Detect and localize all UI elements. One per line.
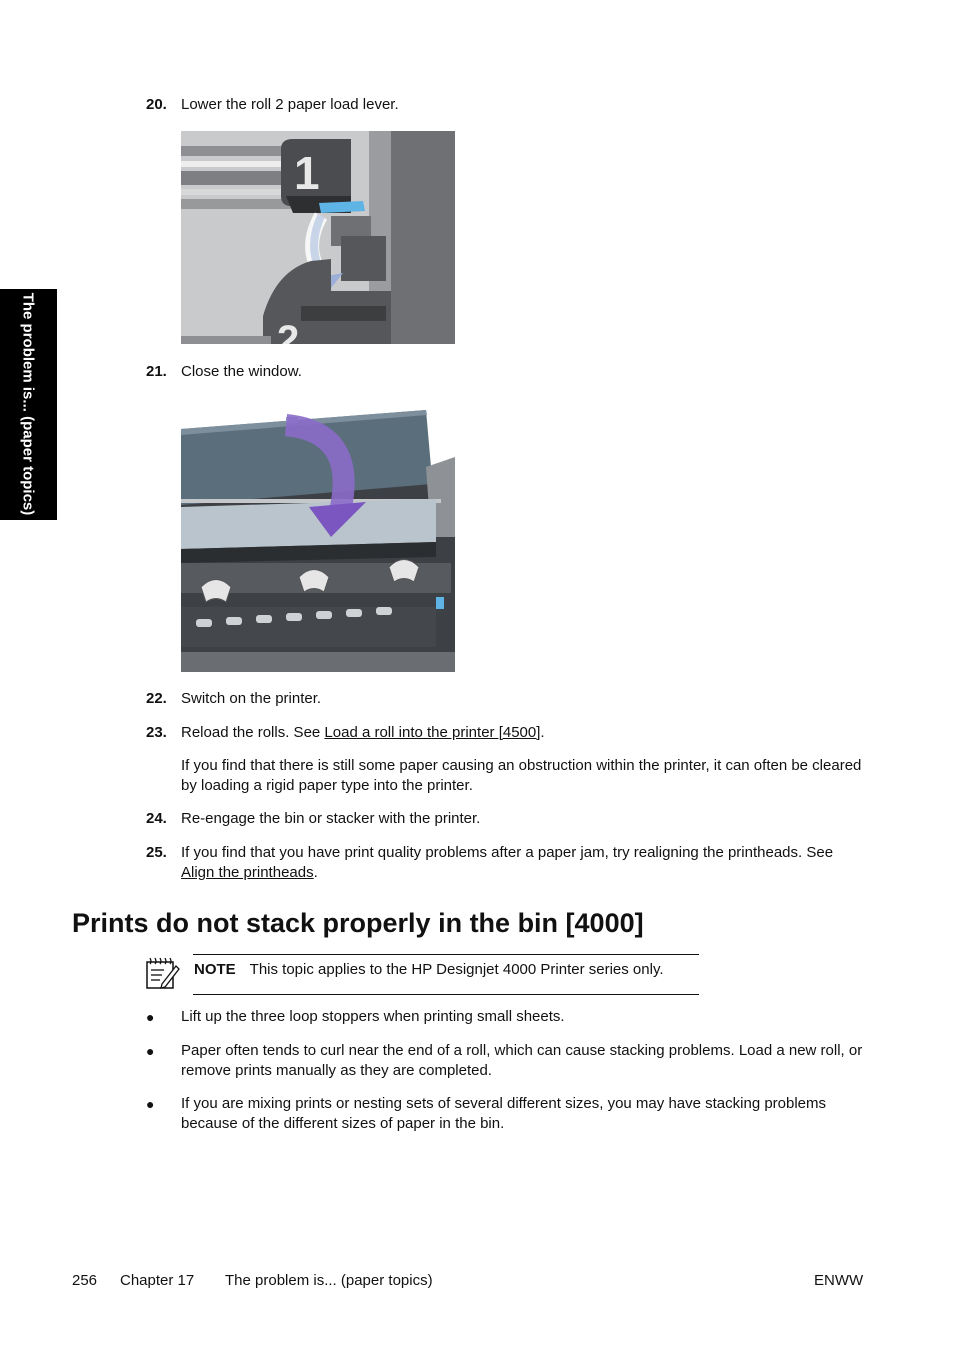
close-window-illustration (181, 407, 455, 672)
roll-number-label: 1 (294, 147, 320, 199)
side-tab-label: The problem is... (paper topics) (19, 292, 37, 516)
roll-lever-illustration (181, 131, 455, 344)
step-text-part: If you find that you have print quality problems after a paper jam, try realigning the printheads. See (181, 844, 834, 861)
side-tab (0, 289, 57, 520)
align-printheads-link[interactable]: Align the printheads (181, 864, 314, 881)
step-number: 22. (146, 690, 167, 707)
step-text (181, 723, 866, 743)
step-23-paragraph: If you find that there is still some paper causing an obstruction within the printer, it can often be cleared by loading a rigid paper type into the printer. (181, 757, 862, 794)
list-item-text: Paper often tends to curl near the end of a roll, which can cause stacking problems. Load a new roll, or remove prints manually as they are completed. (181, 1042, 863, 1079)
close-window-image (181, 407, 455, 672)
bullet-icon: ● (146, 1043, 155, 1059)
step-text: Re-engage the bin or stacker with the printer. (181, 810, 481, 827)
list-item-text: If you are mixing prints or nesting sets of several different sizes, you may have stacking problems because of the different sizes of paper in the bin. (181, 1095, 827, 1132)
bullet-icon: ● (146, 1096, 155, 1112)
roll-lever-image (181, 131, 455, 344)
step-number: 21. (146, 363, 167, 380)
section-title: Prints do not stack properly in the bin [4000] (72, 908, 644, 938)
note-icon (144, 956, 180, 990)
roll-number-label-2: 2 (277, 318, 300, 344)
step-text: Close the window. (181, 363, 302, 380)
footer-locale: ENWW (814, 1272, 864, 1289)
step-text-part: . (540, 724, 545, 741)
step-text: Switch on the printer. (181, 690, 322, 707)
step-number: 25. (146, 844, 167, 861)
step-text-part: . (313, 864, 318, 881)
step-number: 24. (146, 810, 167, 827)
step-text-part: Reload the rolls. See (181, 724, 325, 741)
step-number: 23. (146, 724, 167, 741)
step-text: Lower the roll 2 paper load lever. (181, 96, 399, 113)
note-top-rule (193, 954, 699, 955)
footer-chapter-title: The problem is... (paper topics) (225, 1272, 433, 1289)
list-item-text: Lift up the three loop stoppers when printing small sheets. (181, 1008, 565, 1025)
step-text (181, 843, 866, 883)
note-bottom-rule (193, 994, 699, 995)
step-number: 20. (146, 96, 167, 113)
footer-chapter: Chapter 17 (120, 1272, 195, 1289)
footer-page-number: 256 (72, 1272, 98, 1289)
note-text: This topic applies to the HP Designjet 4000 Printer series only. (249, 961, 664, 978)
bullet-icon: ● (146, 1009, 155, 1025)
note-label: NOTE (194, 961, 236, 978)
load-roll-link[interactable]: Load a roll into the printer [4500] (324, 724, 541, 741)
note (194, 960, 664, 980)
